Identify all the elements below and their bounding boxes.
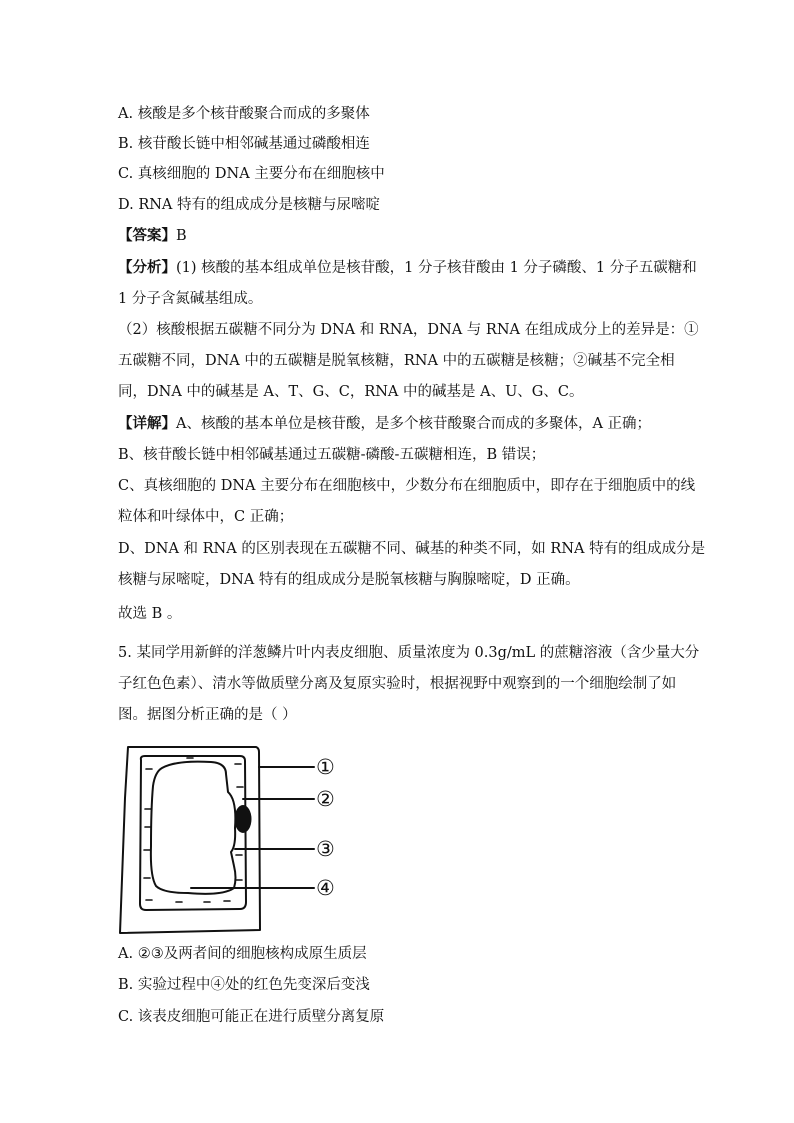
question5-stem-3: 图。据图分析正确的是（ ） [118,707,297,723]
q5-option-a: A. ②③及两者间的细胞核构成原生质层 [118,946,367,962]
detail-line-6: 核糖与尿嘧啶，DNA 特有的组成成分是脱氧核糖与胸腺嘧啶，D 正确。 [118,572,580,588]
q4-option-a: A. 核酸是多个核苷酸聚合而成的多聚体 [118,106,370,122]
detail-line-5: D、DNA 和 RNA 的区别表现在五碳糖不同、碱基的种类不同，如 RNA 特有的组成成分是 [118,541,706,557]
detail-line-3: C、真核细胞的 DNA 主要分布在细胞核中，少数分布在细胞质中，即存在于细胞质中的线 [118,478,696,494]
label-3: ③ [316,837,335,861]
answer-value: B [176,228,187,244]
q5-option-b: B. 实验过程中④处的红色先变深后变浅 [118,977,370,993]
q4-option-c: C. 真核细胞的 DNA 主要分布在细胞核中 [118,166,385,182]
analysis-label: 【分析】 [118,259,176,276]
answer-line [118,226,684,246]
detail-label: 【详解】 [118,415,176,432]
analysis-line-1 [118,258,697,278]
plant-cell-diagram [118,738,358,938]
analysis-line-2: 1 分子含氮碱基组成。 [118,291,263,307]
analysis-line-5: 同，DNA 中的碱基是 A、T、G、C，RNA 中的碱基是 A、U、G、C。 [118,384,584,400]
q4-option-b: B. 核苷酸长链中相邻碱基通过磷酸相连 [118,136,370,152]
q4-option-d: D. RNA 特有的组成成分是核糖与尿嘧啶 [118,197,381,213]
detail-text-1: A、核酸的基本单位是核苷酸，是多个核苷酸聚合而成的多聚体，A 正确； [176,416,652,432]
detail-line-4: 粒体和叶绿体中，C 正确； [118,509,294,525]
detail-conclusion: 故选 B 。 [118,606,182,622]
nucleus [235,805,252,833]
analysis-line-3: （2）核酸根据五碳糖不同分为 DNA 和 RNA，DNA 与 RNA 在组成成分上的差异是：① [118,322,699,338]
label-1: ① [316,755,335,779]
label-2: ② [316,787,335,811]
question5-stem-2: 子红色色素）、清水等做质壁分离及复原实验时，根据视野中观察到的一个细胞绘制了如 [118,676,677,692]
q5-option-c: C. 该表皮细胞可能正在进行质壁分离复原 [118,1009,385,1025]
analysis-line-4: 五碳糖不同，DNA 中的五碳糖是脱氧核糖，RNA 中的五碳糖是核糖；②碱基不完全相 [118,353,675,369]
answer-label: 【答案】 [118,227,176,244]
analysis-text-1: (1) 核酸的基本组成单位是核苷酸，1 分子核苷酸由 1 分子磷酸、1 分子五碳糖和 [176,260,697,276]
label-4: ④ [316,876,335,900]
cytoplasm-hatch-marks [144,758,243,902]
detail-line-2: B、核苷酸长链中相邻碱基通过五碳糖-磷酸-五碳糖相连，B 错误； [118,447,546,463]
detail-line-1 [118,414,684,434]
question5-stem-1: 5. 某同学用新鲜的洋葱鳞片叶内表皮细胞、质量浓度为 0.3g/mL 的蔗糖溶液（含少量大分 [118,645,700,661]
protoplast-outline [151,762,236,894]
